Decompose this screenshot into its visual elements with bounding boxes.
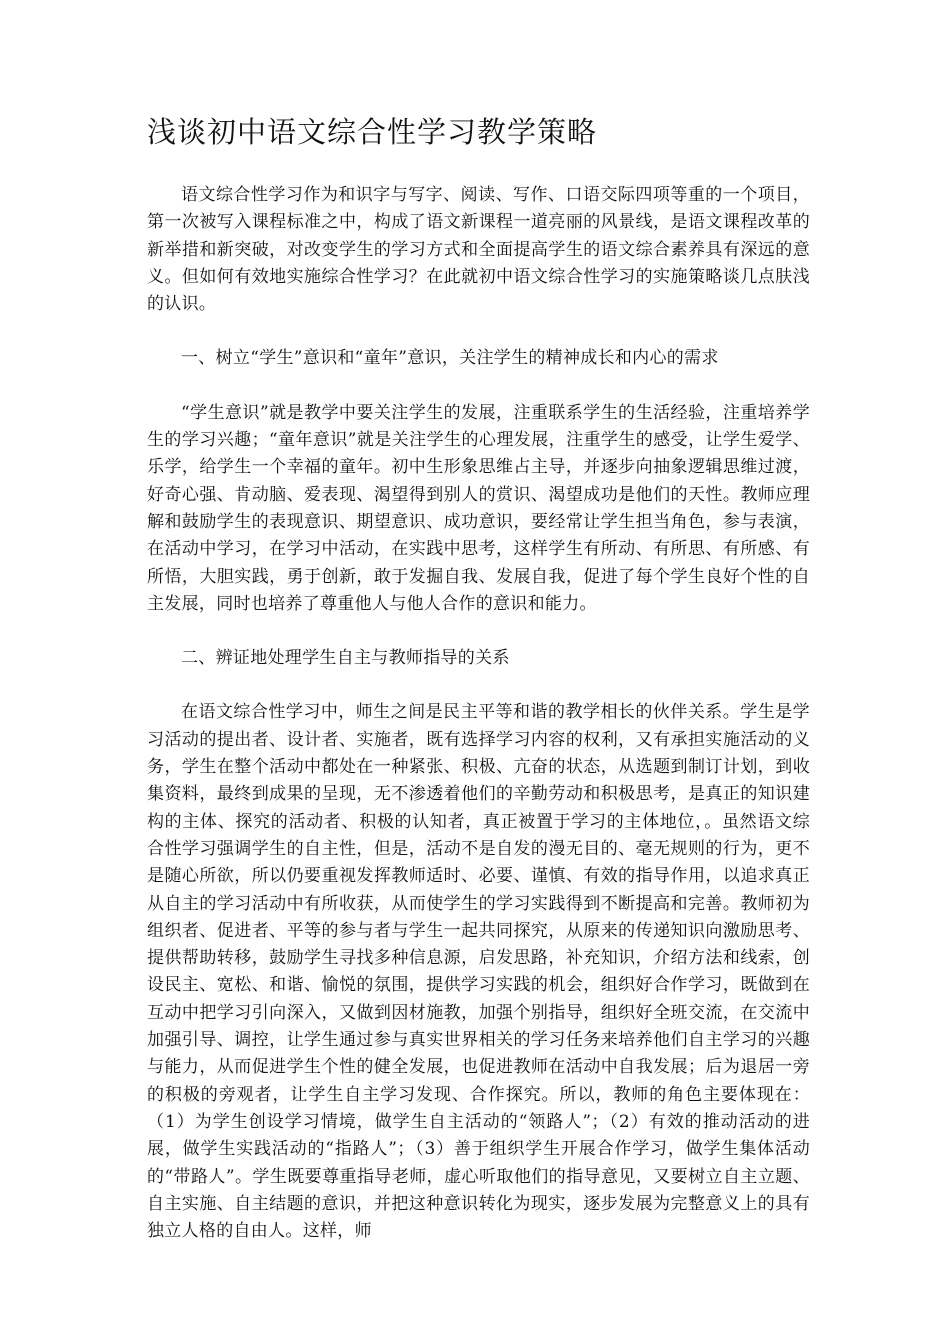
- paragraph-spacer: [147, 672, 810, 699]
- paragraph-spacer: [147, 618, 810, 645]
- intro-paragraph: 语文综合性学习作为和识字与写字、阅读、写作、口语交际四项等重的一个项目，第一次被写入课程标准之中，构成了语文新课程一道亮丽的风景线，是语文课程改革的新举措和新突破，对改变学生的学习方式和全面提高学生的语文综合素养具有深远的意义。但如何有效地实施综合性学习？在此就初中语文综合性学习的实施策略谈几点肤浅的认识。: [147, 185, 810, 315]
- section-1-heading: 一、树立“学生”意识和“童年”意识，关注学生的精神成长和内心的需求: [181, 348, 719, 369]
- paragraph-spacer: [147, 373, 810, 400]
- document-body: [147, 182, 810, 1245]
- section-2-paragraph: 在语文综合性学习中，师生之间是民主平等和谐的教学相长的伙伴关系。学生是学习活动的提出者、设计者、实施者，既有选择学习内容的权利，又有承担实施活动的义务，学生在整个活动中都处在一种紧张、积极、亢奋的状态，从选题到制订计划，到收集资料，最终到成果的呈现，无不渗透着他们的辛勤劳动和积极思考，是真正的知识建构的主体、探究的活动者、积极的认知者，真正被置于学习的主体地位，。虽然语文综合性学习强调学生的自主性，但是，活动不是自发的漫无目的、毫无规则的行为，更不是随心所欲，所以仍要重视发挥教师适时、必要、谨慎、有效的指导作用，以追求真正从自主的学习活动中有所收获，从而使学生的学习实践得到不断提高和完善。教师初为组织者、促进者、平等的参与者与学生一起共同探究，从原来的传递知识向激励思考、提供帮助转移，鼓励学生寻找多种信息源，启发思路，补充知识，介绍方法和线索，创设民主、宽松、和谐、愉悦的氛围，提供学习实践的机会，组织好合作学习，既做到在互动中把学习引向深入，又做到因材施教，加强个别指导，组织好全班交流，在交流中加强引导、调控，让学生通过参与真实世界相关的学习任务来培养他们自主学习的兴趣与能力，从而促进学生个性的健全发展，也促进教师在活动中自我发展；后为退居一旁的积极的旁观者，让学生自主学习发现、合作探究。所以，教师的角色主要体现在：（1）为学生创设学习情境，做学生自主活动的“领路人”；（2）有效的推动活动的进展，做学生实践活动的“指路人”；（3）善于组织学生开展合作学习，做学生集体活动的“带路人”。学生既要尊重指导老师，虚心听取他们的指导意见，又要树立自主立题、自主实施、自主结题的意识，并把这种意识转化为现实，逐步发展为完整意义上的具有独立人格的自由人。这样，师: [147, 702, 810, 1242]
- section-1-paragraph: “学生意识”就是教学中要关注学生的发展，注重联系学生的生活经验，注重培养学生的学习兴趣；“童年意识”就是关注学生的心理发展，注重学生的感受，让学生爱学、乐学，给学生一个幸福的童年。初中生形象思维占主导，并逐步向抽象逻辑思维过渡，好奇心强、肯动脑、爱表现、渴望得到别人的赏识、渴望成功是他们的天性。教师应理解和鼓励学生的表现意识、期望意识、成功意识，要经常让学生担当角色，参与表演，在活动中学习，在学习中活动，在实践中思考，这样学生有所动、有所思、有所感、有所悟，大胆实践，勇于创新，敢于发掘自我、发展自我，促进了每个学生良好个性的自主发展，同时也培养了尊重他人与他人合作的意识和能力。: [147, 402, 810, 614]
- document-title: 浅谈初中语文综合性学习教学策略: [147, 115, 598, 149]
- paragraph-spacer: [147, 318, 810, 345]
- section-2-heading: 二、辨证地处理学生自主与教师指导的关系: [181, 648, 510, 669]
